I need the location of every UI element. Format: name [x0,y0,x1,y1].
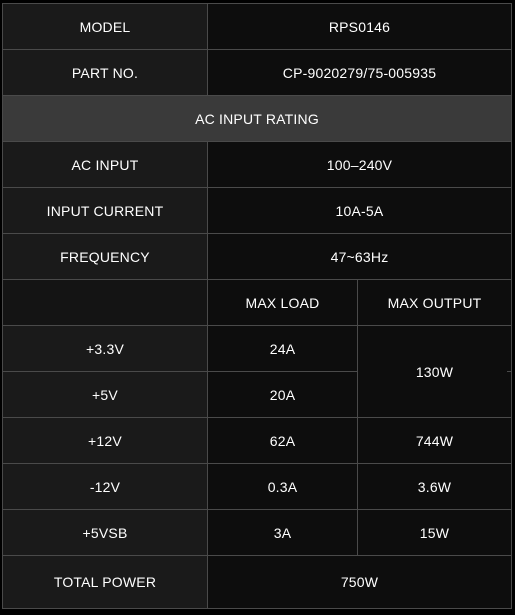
max-load-value: 20A [208,372,358,418]
total-power-value: 750W [208,556,511,608]
psu-spec-table [2,3,512,609]
total-power-label: TOTAL POWER [3,556,208,608]
ac-input-label: AC INPUT [3,142,208,188]
max-load-value: 24A [208,326,358,372]
rail-header-blank [3,280,208,326]
max-load-header: MAX LOAD [208,280,358,326]
frequency-value: 47~63Hz [208,234,511,280]
max-load-value: 62A [208,418,358,464]
rail-label: +3.3V [3,326,208,372]
rail-label: +5V [3,372,208,418]
max-load-value: 3A [208,510,358,556]
model-value: RPS0146 [208,4,511,50]
frequency-label: FREQUENCY [3,234,208,280]
max-output-header: MAX OUTPUT [358,280,511,326]
input-current-value: 10A-5A [208,188,511,234]
rail-label: +5VSB [3,510,208,556]
model-label: MODEL [3,4,208,50]
input-current-label: INPUT CURRENT [3,188,208,234]
max-output-value: 15W [358,510,511,556]
part-number-label: PART NO. [3,50,208,96]
combined-max-output-value: 130W [358,326,511,418]
part-number-value: CP-9020279/75-005935 [208,50,511,96]
max-output-value: 3.6W [358,464,511,510]
max-output-value: 744W [358,418,511,464]
max-load-value: 0.3A [208,464,358,510]
rail-label: +12V [3,418,208,464]
ac-input-rating-header: AC INPUT RATING [3,96,511,142]
rail-label: -12V [3,464,208,510]
edge-tick [507,371,511,372]
ac-input-value: 100–240V [208,142,511,188]
